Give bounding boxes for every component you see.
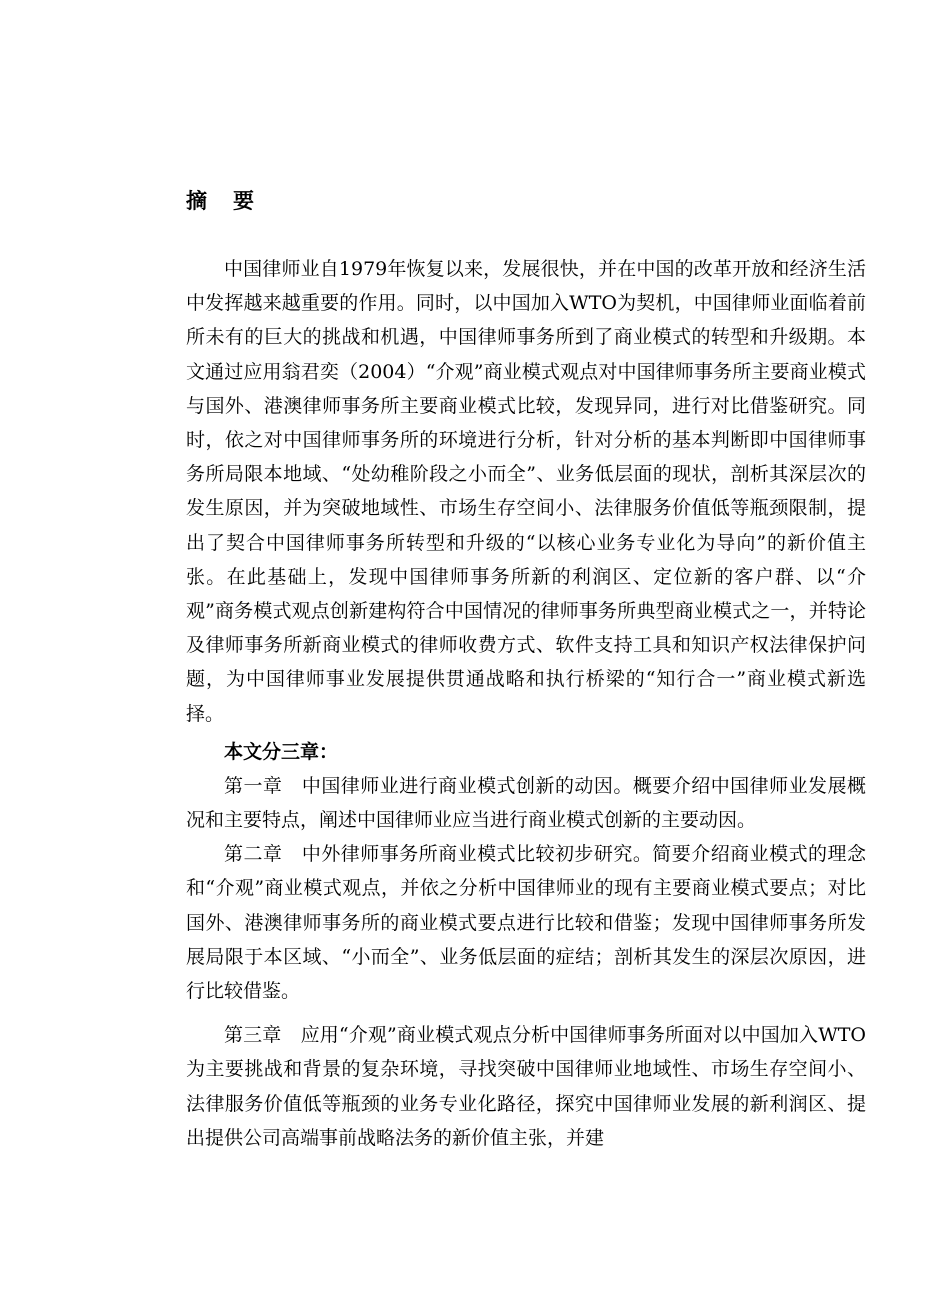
chapter-2-summary: 第二章 中外律师事务所商业模式比较初步研究。简要介绍商业模式的理念和“介观”商业模式观点，并依之分析中国律师业的现有主要商业模式要点；对比国外、港澳律师事务所的商业模式要点进行比较和借鉴；发现中国律师事务所发展局限于本区域、“小而全”、业务低层面的症结；剖析其发生的深层次原因，进行比较借鉴。 bbox=[186, 843, 866, 1003]
chapters-heading: 本文分三章： bbox=[224, 740, 339, 763]
chapter-3-summary: 第三章 应用“介观”商业模式观点分析中国律师事务所面对以中国加入WTO为主要挑战和背景的复杂环境，寻找突破中国律师业地域性、市场生存空间小、法律服务价值低等瓶颈的业务专业化路径，探究中国律师业发展的新利润区、提出提供公司高端事前战略法务的新价值主张，并建 bbox=[186, 1024, 866, 1149]
abstract-paragraph: 中国律师业自1979年恢复以来，发展很快，并在中国的改革开放和经济生活中发挥越来越重要的作用。同时，以中国加入WTO为契机，中国律师业面临着前所未有的巨大的挑战和机遇，中国律师事务所到了商业模式的转型和升级期。本文通过应用翁君奕（2004）“介观”商业模式观点对中国律师事务所主要商业模式与国外、港澳律师事务所主要商业模式比较，发现异同，进行对比借鉴研究。同时，依之对中国律师事务所的环境进行分析，针对分析的基本判断即中国律师事务所局限本地域、“处幼稚阶段之小而全”、业务低层面的现状，剖析其深层次的发生原因，并为突破地域性、市场生存空间小、法律服务价值低等瓶颈限制，提出了契合中国律师事务所转型和升级的“以核心业务专业化为导向”的新价值主张。在此基础上，发现中国律师事务所新的利润区、定位新的客户群、以“介观”商务模式观点创新建构符合中国情况的律师事务所典型商业模式之一，并特论及律师事务所新商业模式的律师收费方式、软件支持工具和知识产权法律保护问题，为中国律师事业发展提供贯通战略和执行桥梁的“知行合一”商业模式新选择。 bbox=[186, 258, 866, 725]
abstract-title: 摘要 bbox=[186, 188, 280, 213]
chapter-1-summary: 第一章 中国律师业进行商业模式创新的动因。概要介绍中国律师业发展概况和主要特点，阐述中国律师业应当进行商业模式创新的主要动因。 bbox=[186, 774, 866, 832]
abstract-page bbox=[186, 184, 866, 1155]
